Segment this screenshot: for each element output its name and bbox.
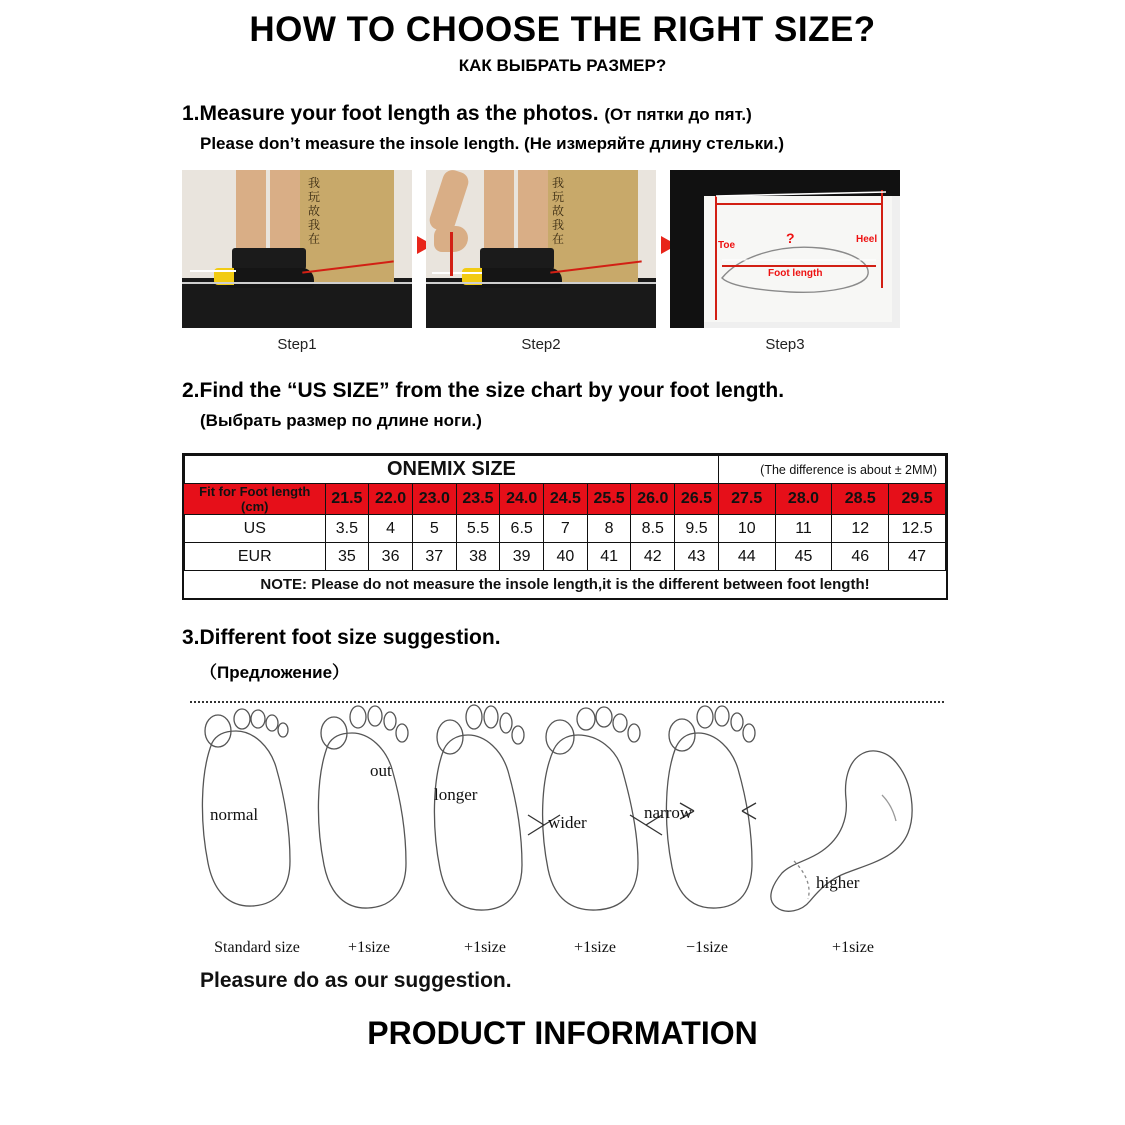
foot-caption-1: Standard size	[214, 939, 300, 956]
step-photo-2-caption: Step2	[521, 336, 561, 353]
cell: 23.5	[456, 484, 500, 515]
foot-length-row-label	[185, 484, 326, 515]
cell: 12	[832, 515, 889, 543]
table-row-foot-length	[185, 484, 946, 515]
photo3-foot-length-label: Foot length	[768, 268, 823, 279]
foot-caption-6: +1size	[832, 939, 874, 956]
cell: 43	[675, 543, 719, 571]
step-2-section	[0, 379, 1125, 600]
cell: 8	[587, 515, 631, 543]
table-row-eur	[185, 543, 946, 571]
cell: 23.0	[412, 484, 456, 515]
step-photo-3-image	[670, 170, 900, 328]
photo3-toe-label: Toe	[718, 240, 736, 251]
cell: 5	[412, 515, 456, 543]
step-photo-1-image: 我 玩 故 我 在	[182, 170, 412, 328]
cell: 36	[369, 543, 413, 571]
step-1-heading-ru: (От пятки до пят.)	[604, 105, 752, 124]
cell: 3.5	[325, 515, 369, 543]
foot-length-unit-text: (cm)	[241, 499, 269, 514]
cell: 9.5	[675, 515, 719, 543]
cell: 41	[587, 543, 631, 571]
size-chart-tolerance-note: (The difference is about ± 2MM)	[718, 456, 945, 484]
cell: 37	[412, 543, 456, 571]
foot-caption-5: −1size	[686, 939, 728, 956]
cell: 39	[500, 543, 544, 571]
step-photo-1-caption: Step1	[277, 336, 317, 353]
size-chart-table	[182, 453, 948, 600]
cell: 44	[718, 543, 775, 571]
step-photo-2	[426, 170, 656, 353]
cell: 12.5	[889, 515, 946, 543]
cell: 4	[369, 515, 413, 543]
foot-caption-4: +1size	[574, 939, 616, 956]
eur-row-label: EUR	[185, 543, 326, 571]
product-information-title: PRODUCT INFORMATION	[367, 1015, 758, 1051]
foot-caption-2: +1size	[348, 939, 390, 956]
cell: 7	[544, 515, 588, 543]
cell: 8.5	[631, 515, 675, 543]
foot-shape-diagram	[182, 697, 944, 957]
foot-length-label-text: Fit for Foot length	[199, 484, 311, 499]
cell: 28.0	[775, 484, 832, 515]
cell: 26.5	[675, 484, 719, 515]
foot-label-out: out	[370, 761, 392, 780]
page-subtitle: КАК ВЫБРАТЬ РАЗМЕР?	[458, 56, 667, 75]
step-3-section	[0, 626, 1125, 993]
table-row-us	[185, 515, 946, 543]
cell: 29.5	[889, 484, 946, 515]
step-1-section	[0, 102, 1125, 353]
pleasure-note: Pleasure do as our suggestion.	[200, 969, 512, 992]
cell: 11	[775, 515, 832, 543]
photo3-heel-label: Heel	[856, 234, 878, 245]
cell: 24.0	[500, 484, 544, 515]
cell: 46	[832, 543, 889, 571]
cell: 10	[718, 515, 775, 543]
table-row-note	[185, 571, 946, 599]
cell: 5.5	[456, 515, 500, 543]
size-chart-brand: ONEMIX SIZE	[185, 456, 719, 484]
step-1-heading	[182, 102, 943, 126]
us-row-label: US	[185, 515, 326, 543]
step-photos	[182, 170, 943, 353]
cell: 27.5	[718, 484, 775, 515]
cell: 42	[631, 543, 675, 571]
size-chart-header-row	[185, 456, 946, 484]
step-photo-1	[182, 170, 412, 353]
size-chart-note: NOTE: Please do not measure the insole length,it is the different between foot length!	[185, 571, 946, 599]
page-title: HOW TO CHOOSE THE RIGHT SIZE?	[249, 10, 876, 49]
step-1-heading-text: 1.Measure your foot length as the photos.	[182, 102, 599, 125]
foot-label-longer: longer	[434, 785, 478, 804]
foot-label-wider: wider	[548, 813, 587, 832]
step-3-heading: 3.Different foot size suggestion.	[182, 626, 501, 649]
foot-label-higher: higher	[816, 873, 860, 892]
step-3-subtext: （Предложение）	[200, 663, 350, 682]
foot-label-normal: normal	[210, 805, 259, 824]
step-1-subtext: Please don’t measure the insole length. (Не измеряйте длину стельки.)	[200, 134, 785, 153]
step-photo-3-caption: Step3	[765, 336, 805, 353]
cell: 21.5	[325, 484, 369, 515]
cell: 38	[456, 543, 500, 571]
cell: 35	[325, 543, 369, 571]
foot-caption-3: +1size	[464, 939, 506, 956]
cell: 24.5	[544, 484, 588, 515]
cell: 40	[544, 543, 588, 571]
cell: 28.5	[832, 484, 889, 515]
step-photo-2-image: 我 玩 故 我 在	[426, 170, 656, 328]
foot-label-narrow: narrow	[644, 803, 693, 822]
step-2-heading: 2.Find the “US SIZE” from the size chart by your foot length.	[182, 379, 785, 402]
cell: 6.5	[500, 515, 544, 543]
cell: 45	[775, 543, 832, 571]
photo3-question-label: ?	[786, 230, 795, 246]
cell: 47	[889, 543, 946, 571]
cell: 22.0	[369, 484, 413, 515]
step-photo-3	[670, 170, 900, 353]
cell: 25.5	[587, 484, 631, 515]
cell: 26.0	[631, 484, 675, 515]
step-2-subtext: (Выбрать размер по длине ноги.)	[200, 411, 482, 430]
